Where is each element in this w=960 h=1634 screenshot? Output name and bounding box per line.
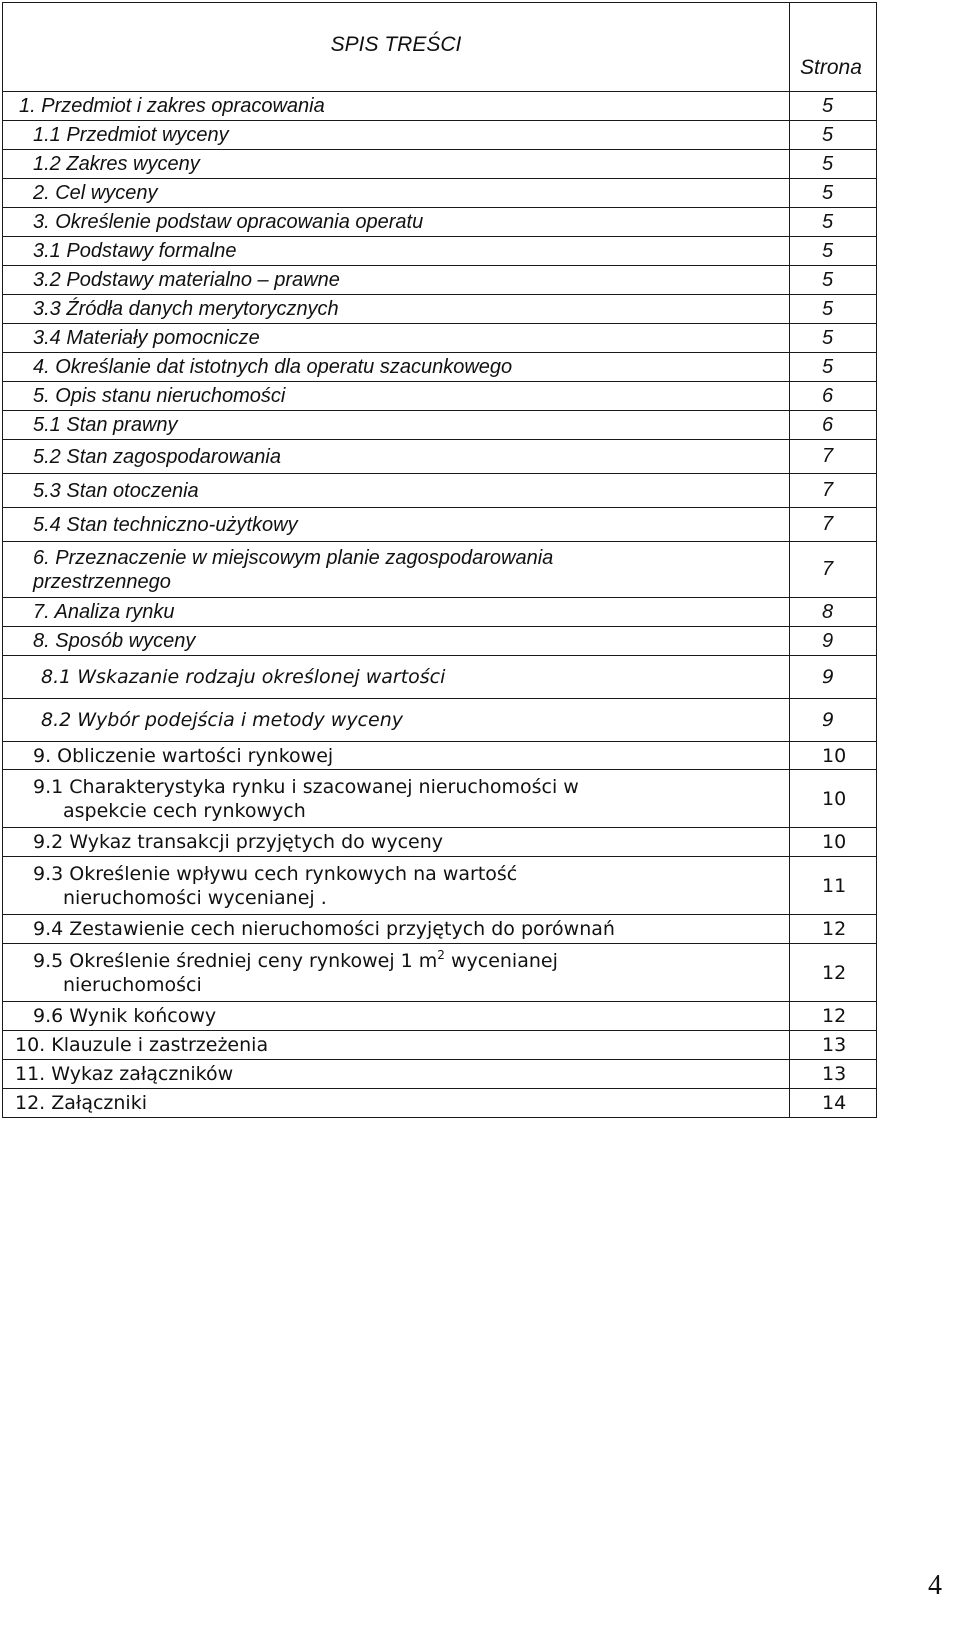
- toc-page-number: 7: [790, 440, 877, 474]
- toc-entry: 1.1 Przedmiot wyceny: [3, 121, 790, 150]
- toc-entry: 12. Załączniki: [3, 1089, 790, 1118]
- toc-page-number: 6: [790, 382, 877, 411]
- toc-entry: 3.3 Źródła danych merytorycznych: [3, 295, 790, 324]
- toc-page-number: 10: [790, 742, 877, 770]
- page-column-header-cell: [790, 3, 877, 92]
- toc-header-cell: [3, 3, 790, 92]
- toc-page-number: 10: [790, 770, 877, 828]
- toc-page-number: 5: [790, 208, 877, 237]
- toc-entry-text-tail: wycenianej nieruchomości: [63, 949, 558, 996]
- toc-entry: 9.1 Charakterystyka rynku i szacowanej nieruchomości w aspekcie cech rynkowych: [3, 770, 790, 828]
- toc-page-number: 13: [790, 1031, 877, 1060]
- toc-entry: 9.4 Zestawienie cech nieruchomości przyjętych do porównań: [3, 915, 790, 944]
- toc-page-number: 5: [790, 237, 877, 266]
- toc-page-number: 5: [790, 266, 877, 295]
- toc-page-number: 5: [790, 121, 877, 150]
- toc-entry: 5.1 Stan prawny: [3, 411, 790, 440]
- toc-entry: 6. Przeznaczenie w miejscowym planie zagospodarowania przestrzennego: [3, 542, 790, 598]
- superscript: 2: [437, 947, 445, 962]
- toc-entry: 4. Określanie dat istotnych dla operatu szacunkowego: [3, 353, 790, 382]
- toc-page-number: 10: [790, 828, 877, 857]
- toc-page-number: 12: [790, 915, 877, 944]
- toc-page-number: 9: [790, 699, 877, 742]
- toc-entry: 7. Analiza rynku: [3, 598, 790, 627]
- toc-entry: 3.2 Podstawy materialno – prawne: [3, 266, 790, 295]
- toc-entry: 8. Sposób wyceny: [3, 627, 790, 656]
- toc-entry: 5.3 Stan otoczenia: [3, 474, 790, 508]
- toc-page-number: 12: [790, 1002, 877, 1031]
- toc-page-number: 5: [790, 295, 877, 324]
- toc-page-number: 7: [790, 474, 877, 508]
- toc-page-number: 6: [790, 411, 877, 440]
- toc-entry: 5. Opis stanu nieruchomości: [3, 382, 790, 411]
- page-column-header: Strona: [800, 56, 862, 79]
- toc-entry: 11. Wykaz załączników: [3, 1060, 790, 1089]
- toc-page-number: 5: [790, 92, 877, 121]
- toc-page-number: 13: [790, 1060, 877, 1089]
- toc-page-number: 5: [790, 150, 877, 179]
- toc-page-number: 14: [790, 1089, 877, 1118]
- toc-entry: 9.3 Określenie wpływu cech rynkowych na wartość nieruchomości wycenianej .: [3, 857, 790, 915]
- toc-page-number: 5: [790, 353, 877, 382]
- toc-entry: 2. Cel wyceny: [3, 179, 790, 208]
- toc-entry: 9. Obliczenie wartości rynkowej: [3, 742, 790, 770]
- toc-entry: 8.2 Wybór podejścia i metody wyceny: [3, 699, 790, 742]
- toc-page-number: 12: [790, 944, 877, 1002]
- toc-page-number: 9: [790, 656, 877, 699]
- toc-entry: 3.4 Materiały pomocnicze: [3, 324, 790, 353]
- toc-entry: 5.4 Stan techniczno-użytkowy: [3, 508, 790, 542]
- toc-entry: 9.6 Wynik końcowy: [3, 1002, 790, 1031]
- toc-entry: 10. Klauzule i zastrzeżenia: [3, 1031, 790, 1060]
- toc-entry: 1. Przedmiot i zakres opracowania: [3, 92, 790, 121]
- table-of-contents: [2, 2, 877, 1118]
- toc-page-number: 11: [790, 857, 877, 915]
- toc-entry: 3. Określenie podstaw opracowania operatu: [3, 208, 790, 237]
- toc-entry: 9.2 Wykaz transakcji przyjętych do wyceny: [3, 828, 790, 857]
- toc-page-number: 5: [790, 179, 877, 208]
- toc-page-number: 5: [790, 324, 877, 353]
- toc-page-number: 8: [790, 598, 877, 627]
- toc-entry: 5.2 Stan zagospodarowania: [3, 440, 790, 474]
- toc-page-number: 7: [790, 542, 877, 598]
- toc-title: SPIS TREŚCI: [330, 33, 462, 56]
- page-number: 4: [928, 1570, 942, 1601]
- toc-entry: 1.2 Zakres wyceny: [3, 150, 790, 179]
- toc-entry: [3, 944, 790, 1002]
- toc-page-number: 7: [790, 508, 877, 542]
- toc-entry: 8.1 Wskazanie rodzaju określonej wartości: [3, 656, 790, 699]
- toc-entry: 3.1 Podstawy formalne: [3, 237, 790, 266]
- toc-page-number: 9: [790, 627, 877, 656]
- toc-entry-text: 9.5 Określenie średniej ceny rynkowej 1 m: [33, 949, 438, 972]
